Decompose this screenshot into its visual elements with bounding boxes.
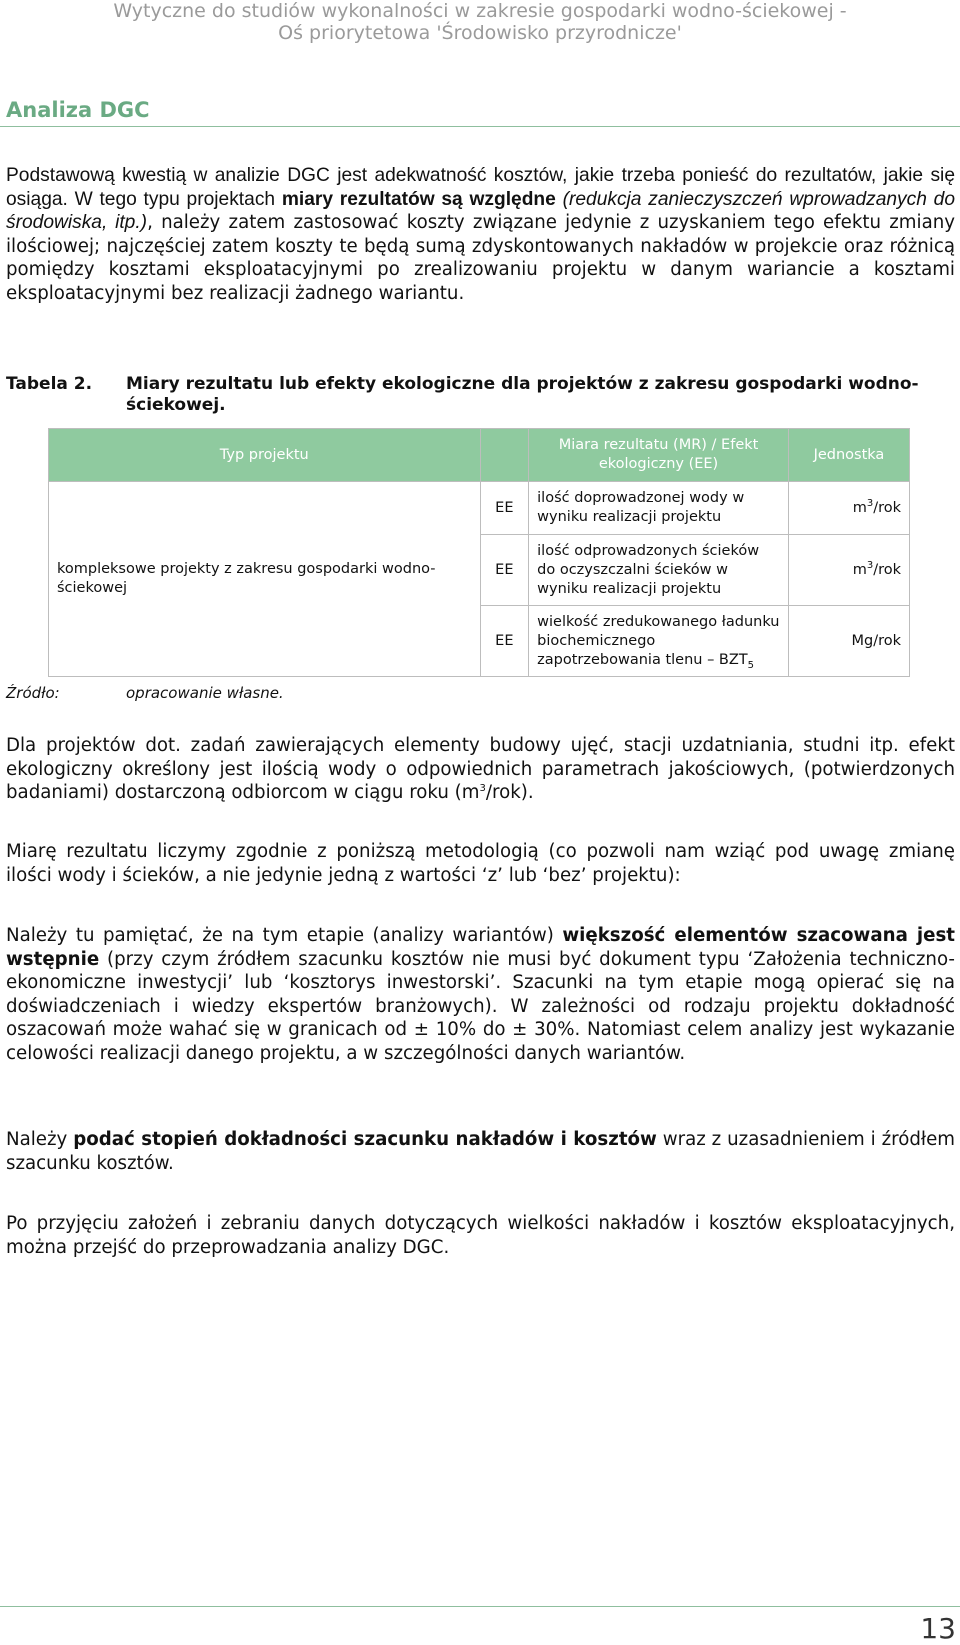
measure-cell	[529, 606, 789, 677]
header-measure: Miara rezultatu (MR) / Efekt ekologiczny (EE)	[529, 429, 789, 482]
unit-cell	[788, 535, 909, 606]
source-label: Źródło:	[6, 684, 60, 702]
source-text: opracowanie własne.	[126, 684, 284, 702]
p4-text-1: Należy tu pamiętać, że na tym etapie (analizy wariantów)	[6, 925, 563, 946]
page-number: 13	[920, 1612, 956, 1645]
paragraph-conclusion: Po przyjęciu założeń i zebraniu danych dotyczących wielkości nakładów i kosztów eksploatacyjnych, można przejść do przeprowadzania analizy DGC.	[6, 1213, 955, 1258]
title-divider	[0, 126, 960, 127]
unit-sup: 3	[866, 497, 874, 509]
p5-text-1: Należy	[6, 1129, 74, 1150]
unit-sup: 3	[866, 559, 874, 571]
measure-cell: ilość odprowadzonych ścieków do oczyszczalni ścieków w wyniku realizacji projektu	[529, 535, 789, 606]
header-line-2: Oś priorytetowa 'Środowisko przyrodnicze'	[278, 22, 682, 44]
project-type-cell: kompleksowe projekty z zakresu gospodarki wodno-ściekowej	[49, 482, 481, 677]
unit-cell	[788, 482, 909, 535]
p2-text-2: /rok).	[485, 782, 534, 804]
unit-cell: Mg/rok	[788, 606, 909, 677]
p2-sup: 3	[479, 783, 486, 795]
ee-cell: EE	[480, 482, 529, 535]
paragraph-intro	[6, 164, 955, 306]
paragraph-methodology: Miarę rezultatu liczymy zgodnie z poniższą metodologią (co pozwoli nam wziąć pod uwagę zmianę ilości wody i ścieków, a nie jedynie jedną z wartości ‘z’ lub ‘bez’ projektu):	[6, 841, 955, 886]
p5-text-2: wraz z uzasadnieniem i źródłem szacunku kosztów.	[6, 1129, 956, 1174]
p5-bold: podać stopień dokładności szacunku nakładów i kosztów	[73, 1129, 657, 1150]
table-caption-text: Miary rezultatu lub efekty ekologiczne dla projektów z zakresu gospodarki wodno-ściekowej.	[126, 374, 919, 415]
intro-text-2: , należy zatem zastosować koszty związane jedynie z uzyskaniem tego efektu zmiany ilościowej; najczęściej zatem koszty te będą sumą zdyskontowanych nakładów w projekcie oraz różnicą pomiędzy kosztami eksploatacyjnymi po zrealizowaniu projektu w danym wariancie a kosztami eksploatacyjnymi bez realizacji żadnego wariantu.	[6, 212, 956, 304]
measure-cell: ilość doprowadzonej wody w wyniku realizacji projektu	[529, 482, 789, 535]
header-type: Typ projektu	[49, 429, 481, 482]
table-header-row	[49, 429, 910, 482]
table-caption-label: Tabela 2.	[6, 374, 93, 394]
p4-text-2: (przy czym źródłem szacunku kosztów nie musi być dokument typu ‘Założenia techniczno-ekonomiczne inwestycji’ lub ‘kosztorys inwestorski’. Szacunki na tym etapie mogą opierać się na doświadczeniach i wiedzy ekspertów branżowych). W zależności od rodzaju projektu dokładność oszacowań może wahać się w granicach od ± 10% do ± 30%. Natomiast celem analizy jest wykazanie celowości realizacji danego projektu, a w szczególności danych wariantów.	[6, 948, 955, 1064]
intro-bold: miary rezultatów są względne	[281, 188, 556, 210]
measure-text: wielkość zredukowanego ładunku biochemicznego zapotrzebowania tlenu – BZT	[537, 613, 780, 668]
running-header	[0, 0, 960, 44]
header-ee	[480, 429, 529, 482]
paragraph-water-projects	[6, 734, 955, 805]
header-line-1: Wytyczne do studiów wykonalności w zakresie gospodarki wodno-ściekowej -	[113, 0, 847, 22]
p4-bold: większość elementów szacowana jest wstępnie	[6, 925, 955, 970]
intro-text-1: Podstawową kwestią w analizie DGC jest adekwatność kosztów, jakie trzeba ponieść do rezultatów, jakie się osiąga. W tego typu projektach	[6, 165, 955, 210]
header-unit: Jednostka	[788, 429, 909, 482]
unit-rest: /rok	[873, 561, 901, 578]
footer-divider	[0, 1606, 960, 1607]
paragraph-accuracy	[6, 1128, 955, 1175]
unit-base: m	[852, 499, 867, 516]
table-row	[49, 482, 910, 535]
p2-text-1: Dla projektów dot. zadań zawierających elementy budowy ujęć, stacji uzdatniania, studni itp. efekt ekologiczny określony jest ilością wody o odpowiednich parametrach jakościowych, (potwierdzonych badaniami) dostarczoną odbiorcom w ciągu roku (m	[6, 735, 955, 804]
unit-rest: /rok	[873, 499, 901, 516]
results-table	[48, 428, 910, 677]
section-title: Analiza DGC	[6, 98, 150, 122]
ee-cell: EE	[480, 535, 529, 606]
paragraph-estimates	[6, 924, 955, 1066]
ee-cell: EE	[480, 606, 529, 677]
unit-base: m	[852, 561, 867, 578]
measure-sub: 5	[747, 659, 755, 671]
intro-italic: (redukcja zanieczyszczeń wprowadzanych do środowiska, itp.)	[6, 188, 955, 234]
